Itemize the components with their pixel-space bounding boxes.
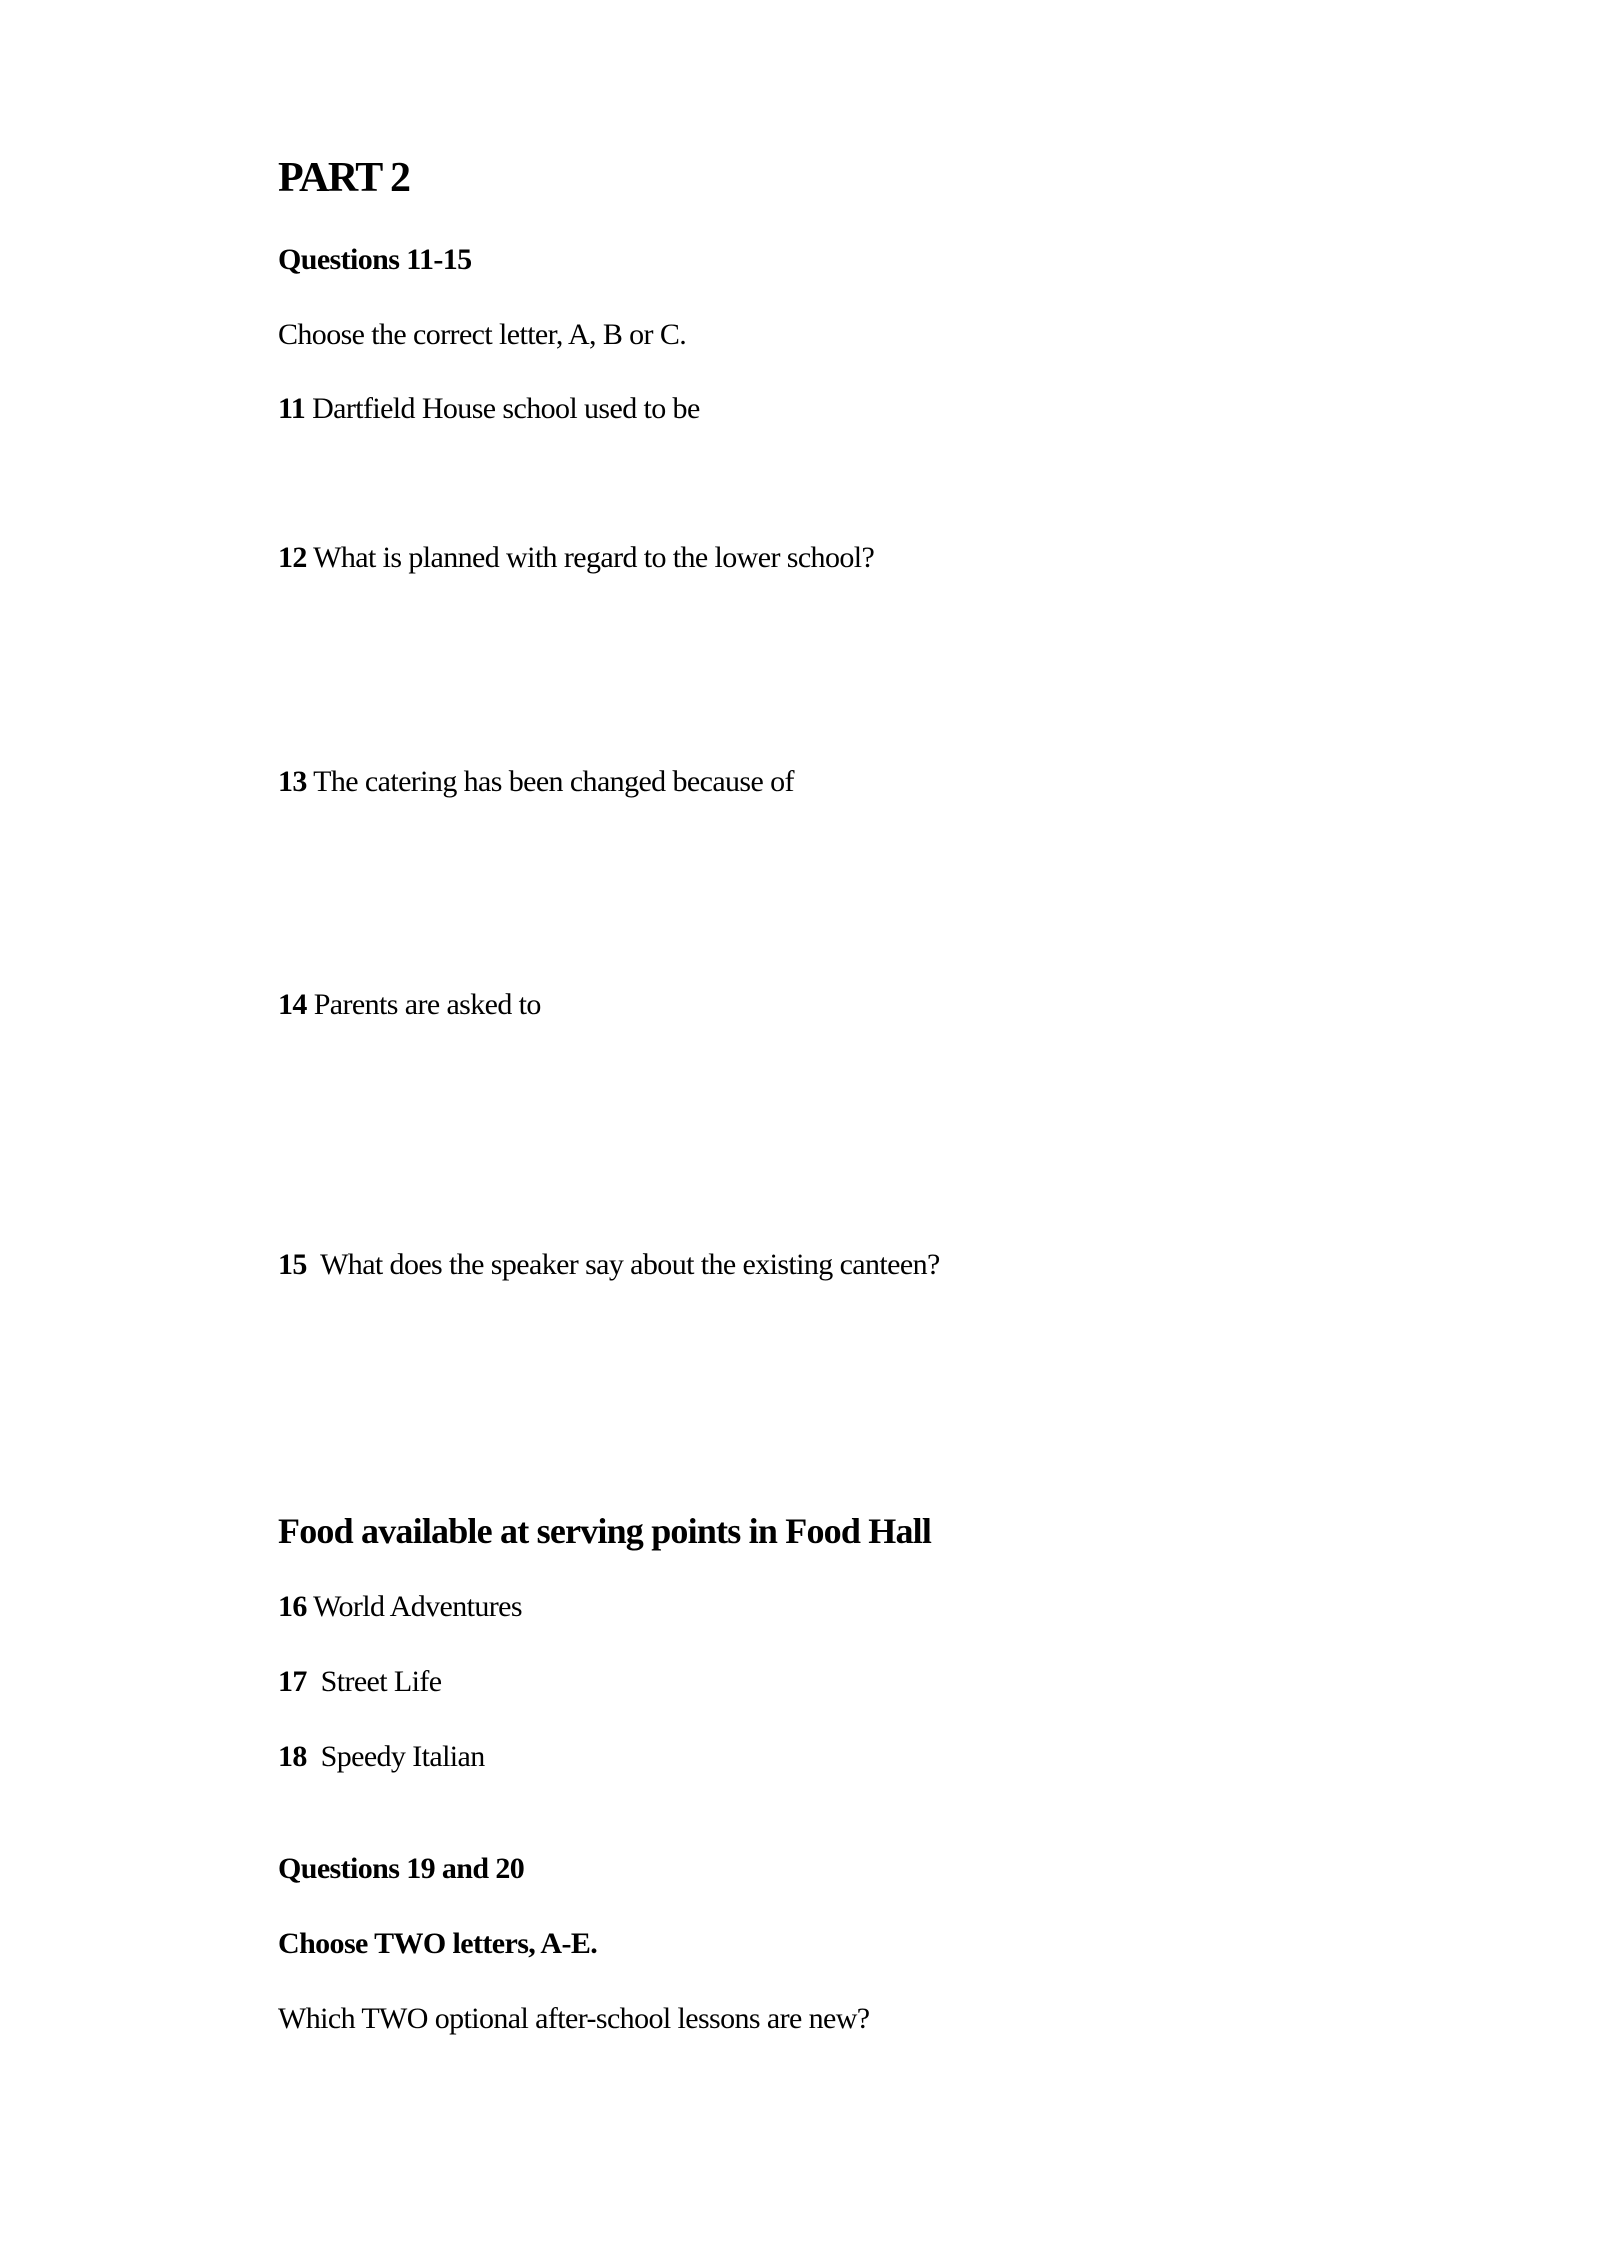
questions-19-20-instruction: Choose TWO letters, A-E. <box>278 1927 598 1960</box>
question-15 <box>278 1248 940 1282</box>
question-12 <box>278 541 874 575</box>
question-13 <box>278 765 794 799</box>
question-text: Speedy Italian <box>313 1740 485 1773</box>
question-14 <box>278 988 541 1022</box>
food-hall-title: Food available at serving points in Food Hall <box>278 1511 932 1551</box>
question-text: Parents are asked to <box>313 988 541 1021</box>
question-text: The catering has been changed because of <box>313 765 794 798</box>
questions-11-15-heading: Questions 11-15 <box>278 243 472 276</box>
question-18 <box>278 1740 485 1774</box>
question-text: Street Life <box>313 1665 442 1698</box>
questions-11-15-instruction: Choose the correct letter, A, B or C. <box>278 318 687 351</box>
question-17 <box>278 1665 441 1699</box>
question-11 <box>278 392 700 426</box>
question-text: What is planned with regard to the lower school? <box>313 541 875 574</box>
question-number: 18 <box>278 1740 307 1773</box>
question-number: 15 <box>278 1248 307 1281</box>
question-number: 17 <box>278 1665 307 1698</box>
part-title: PART 2 <box>278 155 410 201</box>
question-number: 12 <box>278 541 307 574</box>
questions-19-20-question: Which TWO optional after-school lessons are new? <box>278 2002 870 2035</box>
questions-19-20-heading: Questions 19 and 20 <box>278 1852 525 1885</box>
question-number: 11 <box>278 392 306 425</box>
question-number: 14 <box>278 988 307 1021</box>
question-16 <box>278 1590 522 1624</box>
question-text: World Adventures <box>313 1590 522 1623</box>
question-number: 13 <box>278 765 307 798</box>
question-number: 16 <box>278 1590 307 1623</box>
question-text: Dartfield House school used to be <box>312 392 700 425</box>
question-text: What does the speaker say about the existing canteen? <box>313 1248 940 1281</box>
